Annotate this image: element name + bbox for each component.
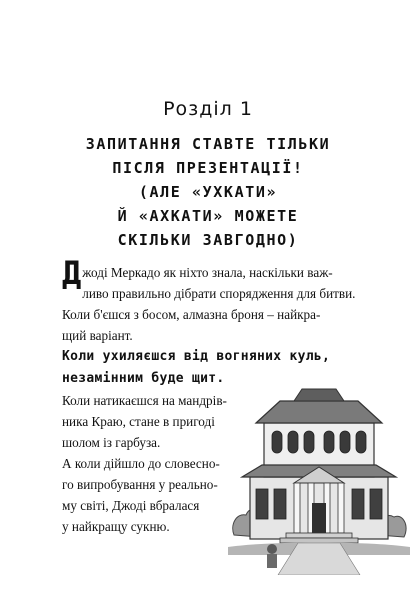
paragraph-2-line-2: незамінним буде щит. <box>62 371 225 386</box>
mansion-illustration <box>228 385 410 575</box>
paragraph-1-line-3: Коли б'єшся з босом, алмазна броня – найкра- <box>62 307 321 322</box>
paragraph-1-line-2: ливо правильно дібрати спорядження для битви. <box>82 286 356 301</box>
title-line-3: (АЛЕ «УХКАТИ» <box>138 183 278 201</box>
title-line-4: Й «АХКАТИ» МОЖЕТЕ <box>117 207 299 225</box>
paragraph-3-line-2: ника Краю, стане в пригоді <box>62 414 215 429</box>
chapter-heading: Розділ 1 <box>163 98 253 120</box>
paragraph-3-line-5: го випробування у реально- <box>62 477 218 492</box>
title-line-5: СКІЛЬКИ ЗАВГОДНО) <box>117 231 299 249</box>
paragraph-3-line-6: му світі, Джоді вбралася <box>62 498 200 513</box>
drop-cap: Д <box>62 254 82 292</box>
title-line-1: ЗАПИТАННЯ СТАВТЕ ТІЛЬКИ <box>85 135 331 153</box>
paragraph-1-line-1: Джоді Меркадо як ніхто знала, наскільки важ- <box>62 254 333 292</box>
title-line-2: ПІСЛЯ ПРЕЗЕНТАЦІЇ! <box>112 159 304 177</box>
paragraph-3-line-3: шолом із гарбуза. <box>62 435 161 450</box>
paragraph-3-line-1: Коли натикаєшся на мандрів- <box>62 393 227 408</box>
paragraph-3-line-7: у найкращу сукню. <box>62 519 170 534</box>
paragraph-1-line-4: щий варіант. <box>62 328 133 343</box>
paragraph-3-line-4: А коли дійшло до словесно- <box>62 456 220 471</box>
chapter-title <box>40 132 376 252</box>
paragraph-2-line-1: Коли ухиляєшся від вогняних куль, <box>62 349 331 364</box>
